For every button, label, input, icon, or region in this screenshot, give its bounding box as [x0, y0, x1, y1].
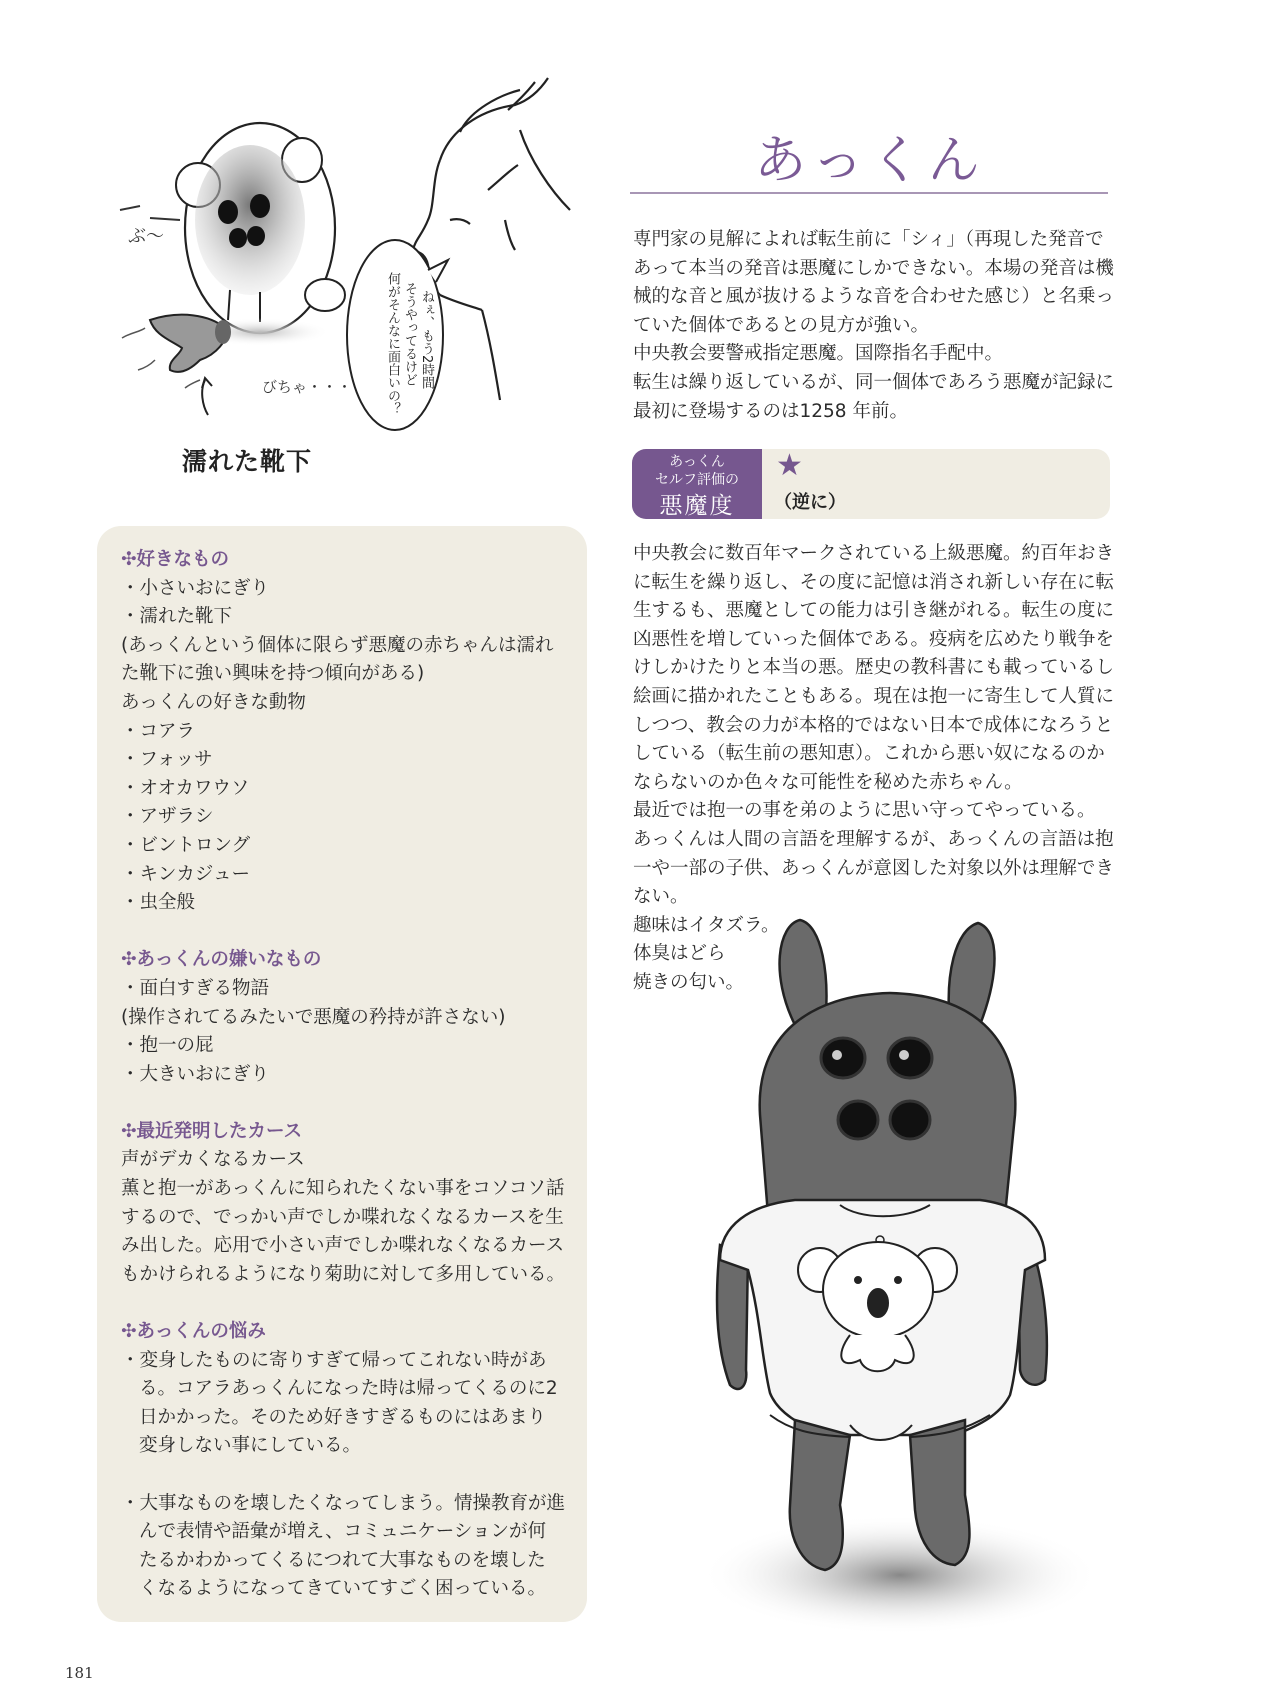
akkun-illustration [700, 915, 1120, 1675]
description-line: に転生を繰り返し、その度に記憶は消され新しい存在に転 [633, 571, 1115, 593]
koala-figure [176, 123, 345, 346]
description-line: けしかけたりと本当の悪。歴史の教科書にも載っているし [633, 657, 1115, 679]
animals-heading: あっくんの好きな動物 [121, 691, 306, 713]
clover-icon: ✣ [121, 1120, 137, 1142]
clover-icon: ✣ [121, 1321, 137, 1343]
worry-line: 変身しない事にしている。 [139, 1435, 362, 1457]
description-line: ない。 [633, 886, 689, 908]
likes-heading: ✣好きなもの [121, 549, 230, 570]
clover-icon: ✣ [121, 549, 137, 570]
intro-line: 転生は繰り返しているが、同一個体であろう悪魔が記録に [633, 371, 1115, 393]
animal-item: ・ビントロング [121, 834, 251, 856]
description-line: している（転生前の悪知恵）。これから悪い奴になるのか [633, 743, 1105, 765]
worry-line: る。コアラあっくんになった時は帰ってくるのに2 [139, 1378, 558, 1400]
description-line: 一や一部の子供、あっくんが意図した対象以外は理解でき [633, 857, 1114, 879]
worry-line: 日かかった。そのため好きすぎるものにはあまり [139, 1406, 547, 1428]
animal-item: ・コアラ [121, 720, 196, 742]
intro-line: あって本当の発音は悪魔にしかできない。本場の発音は機 [633, 257, 1114, 279]
spacer [121, 918, 571, 947]
title-divider [630, 192, 1108, 194]
info-content [121, 546, 571, 1604]
spacer [121, 1461, 571, 1490]
sfx-splash: びちゃ・・・ [262, 378, 353, 396]
animal-item: ・オオカワウソ [121, 777, 250, 799]
description-line: 凶悪性を増していった個体である。疫病を広めたり戦争を [633, 628, 1115, 650]
worry-line: たるかわかってくるにつれて大事なものを壊した [139, 1549, 546, 1571]
rating-badge [632, 449, 762, 519]
dislikes-heading: ✣あっくんの嫌いなもの [121, 949, 322, 971]
description-line: 絵画に描かれたこともある。現在は抱一に寄生して人質に [633, 685, 1115, 707]
rating-badge-line-3: 悪魔度 [659, 493, 735, 519]
intro-line: 械的な音と風が抜けるような音を合わせた感じ）と名乗っ [633, 286, 1115, 308]
description-line: しつつ、教会の力が本格的ではない日本で成体になろうと [633, 714, 1114, 736]
dislikes-line: ・抱一の屁 [121, 1035, 214, 1057]
likes-note: た靴下に強い興味を持つ傾向がある) [121, 663, 425, 685]
rating-badge-line-1: あっくん [669, 454, 725, 470]
dislikes-line: ・面白すぎる物語 [121, 977, 270, 999]
speech-bubble-line-2: そうやってるけど [402, 282, 417, 386]
page-number: 181 [65, 1664, 94, 1682]
animal-item: ・フォッサ [121, 749, 213, 771]
curse-line: もかけられるようになり菊助に対して多用している。 [121, 1263, 566, 1285]
worry-line: んで表情や語彙が増え、コミュニケーションが何 [139, 1521, 547, 1543]
animal-item: ・虫全般 [121, 892, 196, 914]
likes-note: (あっくんという個体に限らず悪魔の赤ちゃんは濡れ [121, 634, 554, 656]
rating-badge-line-2: セルフ評価の [655, 472, 739, 488]
intro-line: 専門家の見解によれば転生前に「シィ」（再現した発音で [633, 229, 1104, 250]
rating-note: （逆に） [774, 492, 846, 513]
likes-item: ・濡れた靴下 [121, 606, 233, 628]
description-line: 焼きの匂い。 [633, 971, 745, 993]
intro-line: ていた個体であるとの見方が強い。 [633, 314, 930, 336]
dislikes-line: ・大きいおにぎり [121, 1063, 270, 1085]
description-line: 体臭はどら [633, 943, 726, 965]
curse-heading: ✣最近発明したカース [121, 1120, 303, 1142]
sfx-shake: ぶ〜 [128, 226, 164, 247]
dislikes-line: (操作されてるみたいで悪魔の矜持が許さない) [121, 1006, 506, 1028]
description-line: 生するも、悪魔としての能力は引き継がれる。転生の度に [633, 600, 1115, 622]
likes-item: ・小さいおにぎり [121, 577, 270, 599]
animal-item: ・キンカジュー [121, 863, 250, 885]
curse-line: 声がデカくなるカース [121, 1149, 305, 1171]
worry-line: ・変身したものに寄りすぎて帰ってこれない時があ [121, 1349, 547, 1371]
description-line: 最近では抱一の事を弟のように思い守ってやっている。 [633, 800, 1096, 822]
curse-line: するので、でっかい声でしか喋れなくなるカースを生 [121, 1206, 564, 1228]
clover-icon: ✣ [121, 949, 137, 971]
description-line: 趣味はイタズラ。 [633, 914, 780, 936]
description-line: 中央教会に数百年マークされている上級悪魔。約百年おき [633, 543, 1115, 564]
spacer [121, 1089, 571, 1118]
description-line: あっくんは人間の言語を理解するが、あっくんの言語は抱 [633, 828, 1114, 850]
intro-paragraph [633, 226, 1113, 426]
animal-item: ・アザラシ [121, 806, 214, 828]
intro-line: 中央教会要警戒指定悪魔。国際指名手配中。 [633, 343, 1004, 365]
page-title: あっくん [754, 131, 986, 191]
worry-line: くなるようになってきていてすごく困っている。 [139, 1578, 547, 1600]
worry-line: ・大事なものを壊したくなってしまう。情操教育が進 [121, 1492, 566, 1514]
curse-line: 薫と抱一があっくんに知られたくない事をコソコソ話 [121, 1178, 565, 1200]
description-line: ならないのか色々な可能性を秘めた赤ちゃん。 [633, 771, 1023, 793]
worries-heading: ✣あっくんの悩み [121, 1321, 266, 1343]
curse-line: み出した。応用で小さい声でしか喋れなくなるカース [121, 1235, 565, 1257]
spacer [121, 1289, 571, 1318]
star-icon: ★ [776, 448, 803, 483]
speech-bubble-line-3: 何がそんなに面白いの？ [385, 272, 400, 415]
intro-line: 最初に登場するのは1258 年前。 [633, 400, 908, 422]
caption-wet-sock: 濡れた靴下 [182, 447, 313, 476]
speech-bubble-line-1: ねぇ、もう2時間 [419, 290, 434, 390]
wet-sock [150, 315, 231, 372]
